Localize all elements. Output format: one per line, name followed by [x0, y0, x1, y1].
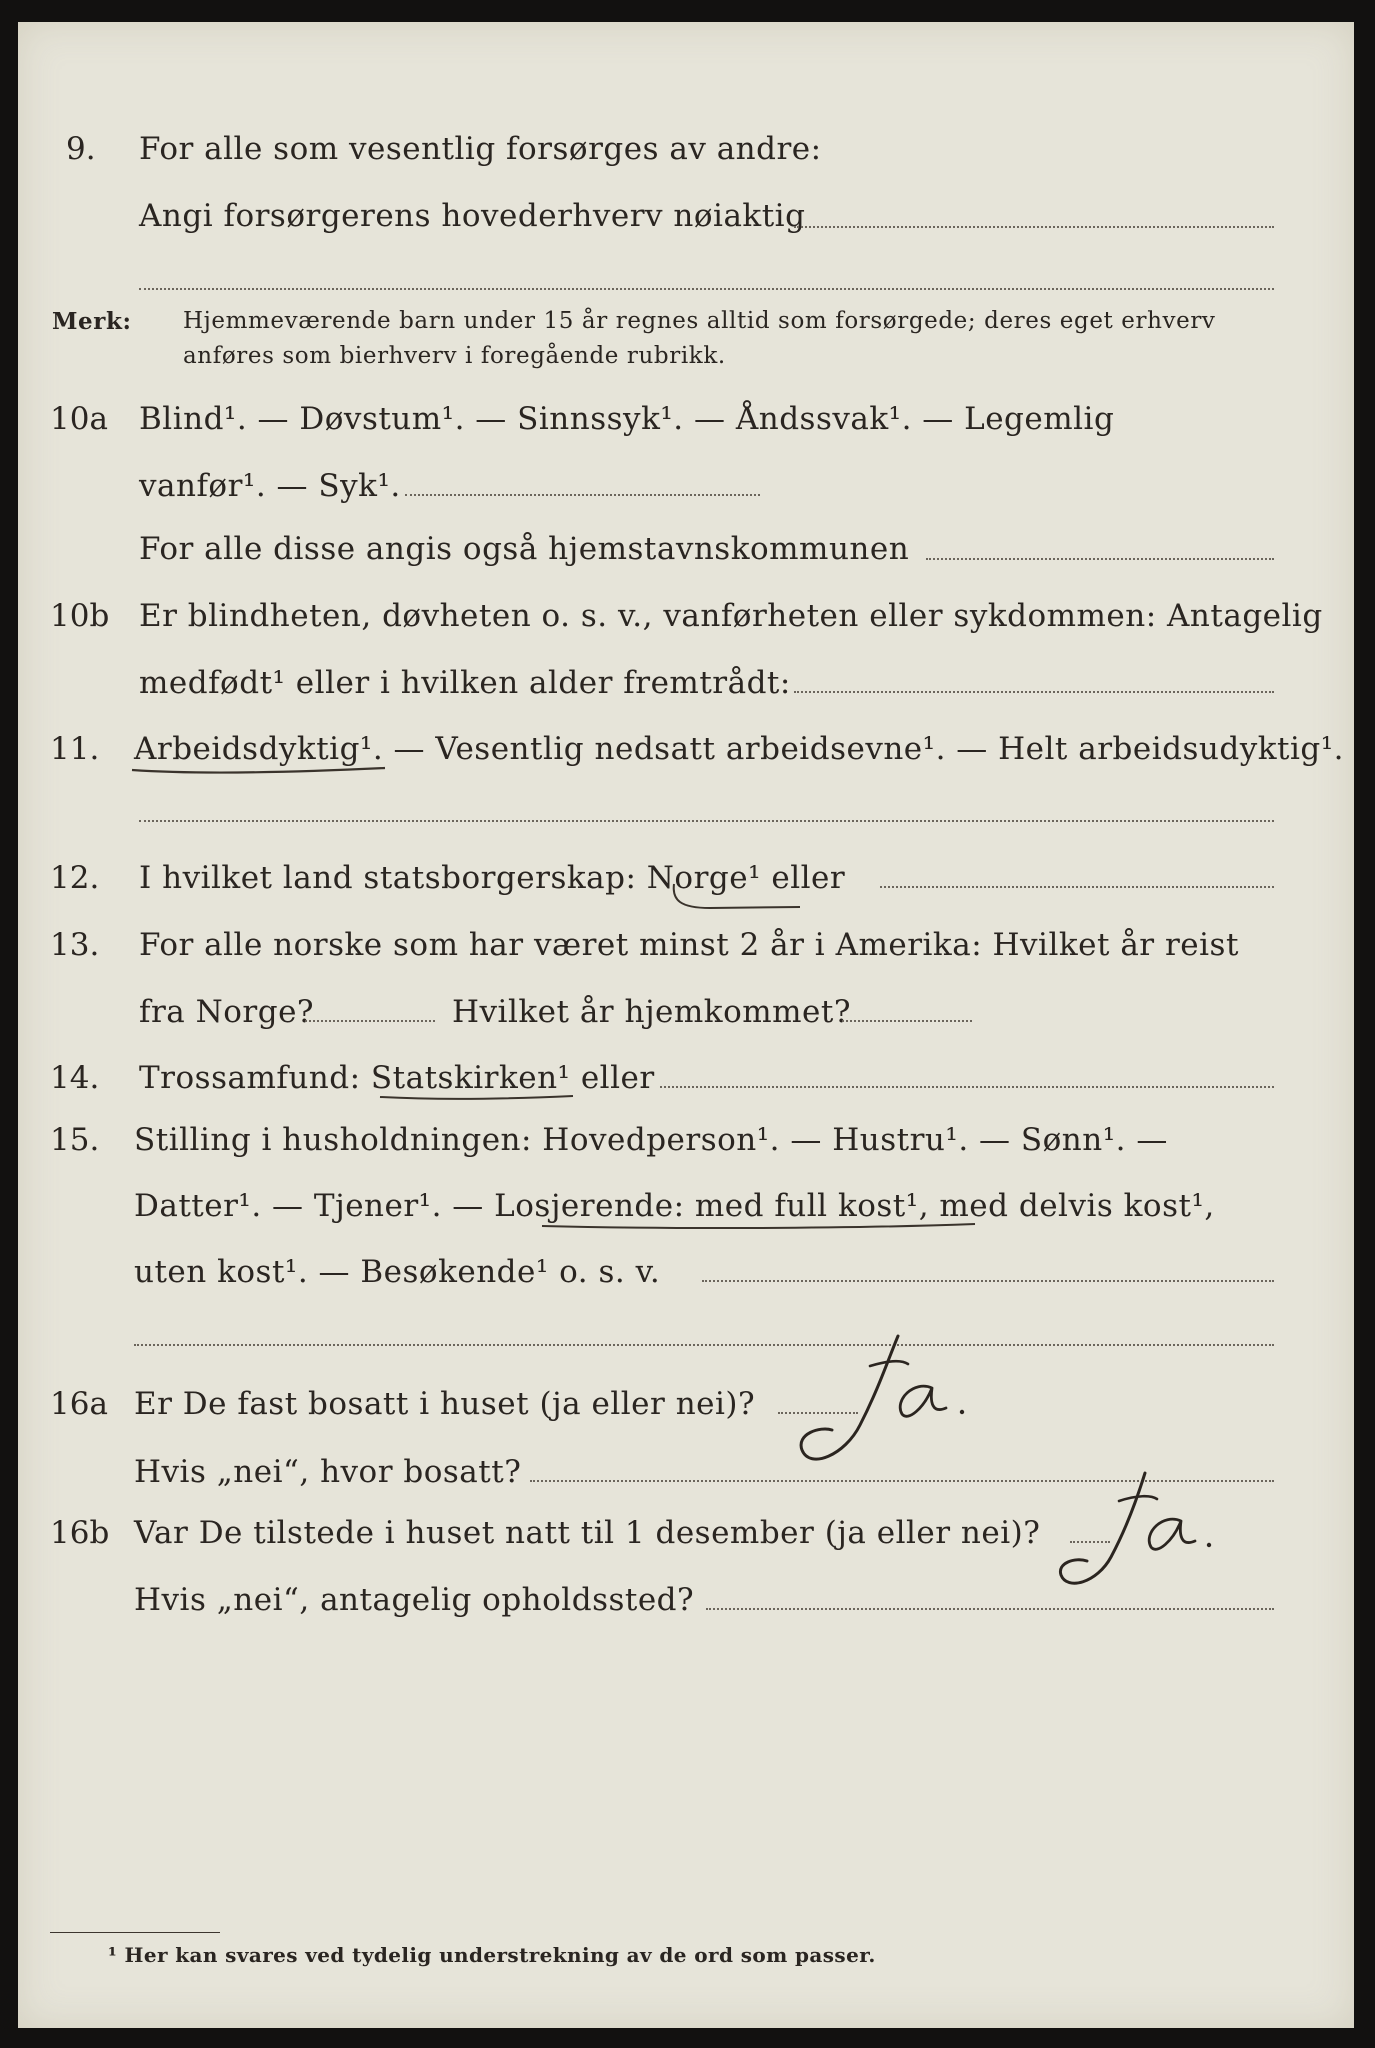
q9-line2: Angi forsørgerens hovederhverv nøiaktig [139, 198, 806, 234]
q9-number: 9. [66, 131, 96, 167]
q15-number: 15. [50, 1122, 100, 1158]
q13-reist-line[interactable] [305, 1020, 435, 1022]
q14-line1: Trossamfund: Statskirken¹ eller [139, 1060, 655, 1096]
q16b-line2: Hvis „nei“, antagelig opholdssted? [134, 1582, 695, 1618]
q11-handwritten-underline [130, 762, 390, 782]
merk-label: Merk: [52, 308, 132, 335]
q9-line1: For alle som vesentlig forsørges av andre: [139, 131, 822, 167]
q15-handwritten-underline [540, 1218, 980, 1238]
footnote-text: ¹ Her kan svares ved tydelig understrekning av de ord som passer. [108, 1943, 876, 1967]
q15-answer-line[interactable] [702, 1280, 1274, 1282]
q16a-handwritten-answer [790, 1330, 990, 1474]
q13-hjemkommet-line[interactable] [842, 1020, 972, 1022]
q10b-line2: medfødt¹ eller i hvilken alder fremtrådt: [139, 665, 791, 701]
q12-answer-line[interactable] [880, 886, 1274, 888]
q15-line2: Datter¹. — Tjener¹. — Losjerende: med full kost¹, med delvis kost¹, [134, 1188, 1215, 1224]
q10a-line3: For alle disse angis også hjemstavnskommunen [139, 531, 910, 567]
q10b-answer-line[interactable] [794, 691, 1274, 693]
q10b-line1: Er blindheten, døvheten o. s. v., vanførheten eller sykdommen: Antagelig [139, 598, 1323, 634]
q10a-number: 10a [50, 401, 108, 437]
q16b-handwritten-answer [1045, 1465, 1245, 1599]
q13-line1: For alle norske som har været minst 2 år i Amerika: Hvilket år reist [139, 927, 1239, 963]
q16b-line1: Var De tilstede i huset natt til 1 desember (ja eller nei)? [134, 1515, 1041, 1551]
q13-number: 13. [50, 927, 100, 963]
merk-line1: Hjemmeværende barn under 15 år regnes alltid som forsørgede; deres eget erhverv [183, 308, 1216, 334]
merk-line2: anføres som bierhverv i foregående rubrikk. [183, 343, 726, 369]
q10a-answer-line[interactable] [405, 494, 760, 496]
q13-line2b: Hvilket år hjemkommet? [452, 994, 851, 1030]
q11-extra-line[interactable] [139, 820, 1274, 822]
q16a-line1: Er De fast bosatt i huset (ja eller nei)? [134, 1386, 756, 1422]
q11-line1: Arbeidsdyktig¹. — Vesentlig nedsatt arbeidsevne¹. — Helt arbeidsudyktig¹. [134, 731, 1345, 767]
q10a-hjemstavn-line[interactable] [926, 558, 1274, 560]
q11-number: 11. [50, 731, 100, 767]
q14-handwritten-underline [378, 1090, 578, 1110]
q16a-number: 16a [50, 1386, 108, 1422]
q16b-opholdssted-line[interactable] [706, 1608, 1274, 1610]
q16a-line2: Hvis „nei“, hvor bosatt? [134, 1454, 522, 1490]
q9-answer-line[interactable] [794, 226, 1274, 228]
q9-extra-line[interactable] [139, 288, 1274, 290]
q12-handwritten-underline [670, 880, 810, 918]
q15-extra-line[interactable] [134, 1344, 1274, 1346]
footnote-divider [50, 1932, 220, 1933]
q12-line1: I hvilket land statsborgerskap: Norge¹ eller [139, 860, 846, 896]
q14-answer-line[interactable] [660, 1086, 1274, 1088]
q10a-line2: vanfør¹. — Syk¹. [139, 468, 401, 504]
q14-number: 14. [50, 1060, 100, 1096]
q15-line1: Stilling i husholdningen: Hovedperson¹. — Hustru¹. — Sønn¹. — [134, 1122, 1168, 1158]
q15-line3: uten kost¹. — Besøkende¹ o. s. v. [134, 1254, 661, 1290]
q12-number: 12. [50, 860, 100, 896]
q16b-number: 16b [50, 1515, 110, 1551]
q10b-number: 10b [50, 598, 110, 634]
q10a-line1: Blind¹. — Døvstum¹. — Sinnssyk¹. — Åndssvak¹. — Legemlig [139, 401, 1115, 437]
q13-line2a: fra Norge? [139, 994, 315, 1030]
